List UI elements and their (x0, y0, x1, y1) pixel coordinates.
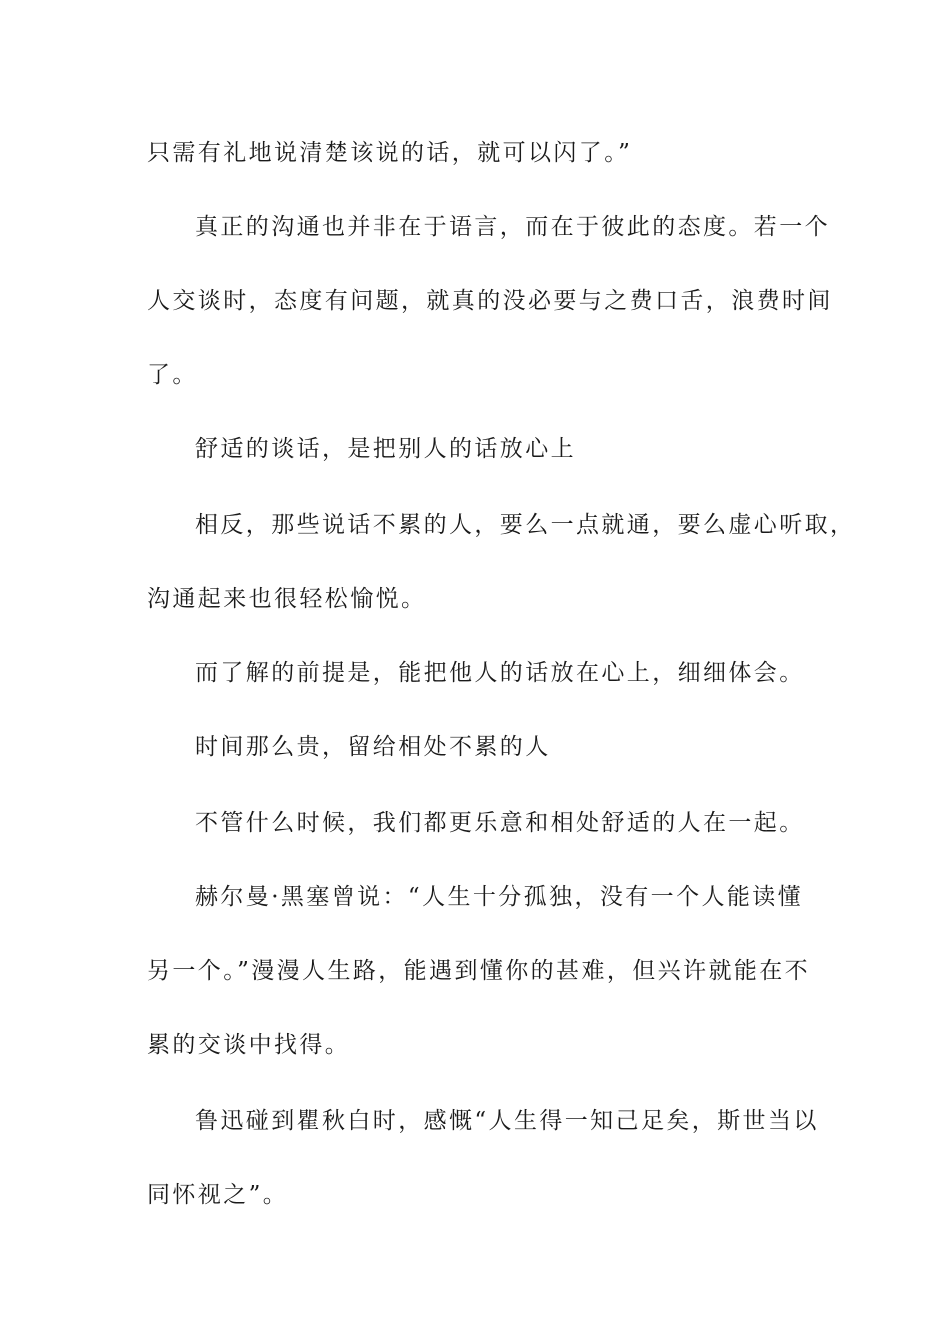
text-line: 同怀视之”。 (147, 1182, 289, 1208)
text-line: 累的交谈中找得。 (147, 1032, 351, 1058)
paragraph-first-line: 赫尔曼·黑塞曾说：“人生十分孤独，没有一个人能读懂 (195, 884, 804, 910)
section-heading: 舒适的谈话，是把别人的话放心上 (195, 436, 576, 462)
text-line: 只需有礼地说清楚该说的话，就可以闪了。” (147, 140, 633, 166)
text-line: 了。 (147, 362, 198, 388)
paragraph-first-line: 不管什么时候，我们都更乐意和相处舒适的人在一起。 (195, 810, 805, 836)
paragraph-first-line: 真正的沟通也并非在于语言，而在于彼此的态度。若一个 (195, 214, 830, 240)
paragraph-first-line: 相反，那些说话不累的人，要么一点就通，要么虚心听取， (195, 512, 856, 538)
section-heading: 时间那么贵，留给相处不累的人 (195, 734, 551, 760)
text-line: 另一个。”漫漫人生路，能遇到懂你的甚难，但兴许就能在不 (147, 958, 811, 984)
paragraph-first-line: 鲁迅碰到瞿秋白时，感慨“人生得一知己足矣，斯世当以 (195, 1108, 819, 1134)
paragraph-first-line: 而了解的前提是，能把他人的话放在心上，细细体会。 (195, 660, 805, 686)
text-line: 人交谈时，态度有问题，就真的没必要与之费口舌，浪费时间 (147, 288, 833, 314)
text-line: 沟通起来也很轻松愉悦。 (147, 586, 427, 612)
